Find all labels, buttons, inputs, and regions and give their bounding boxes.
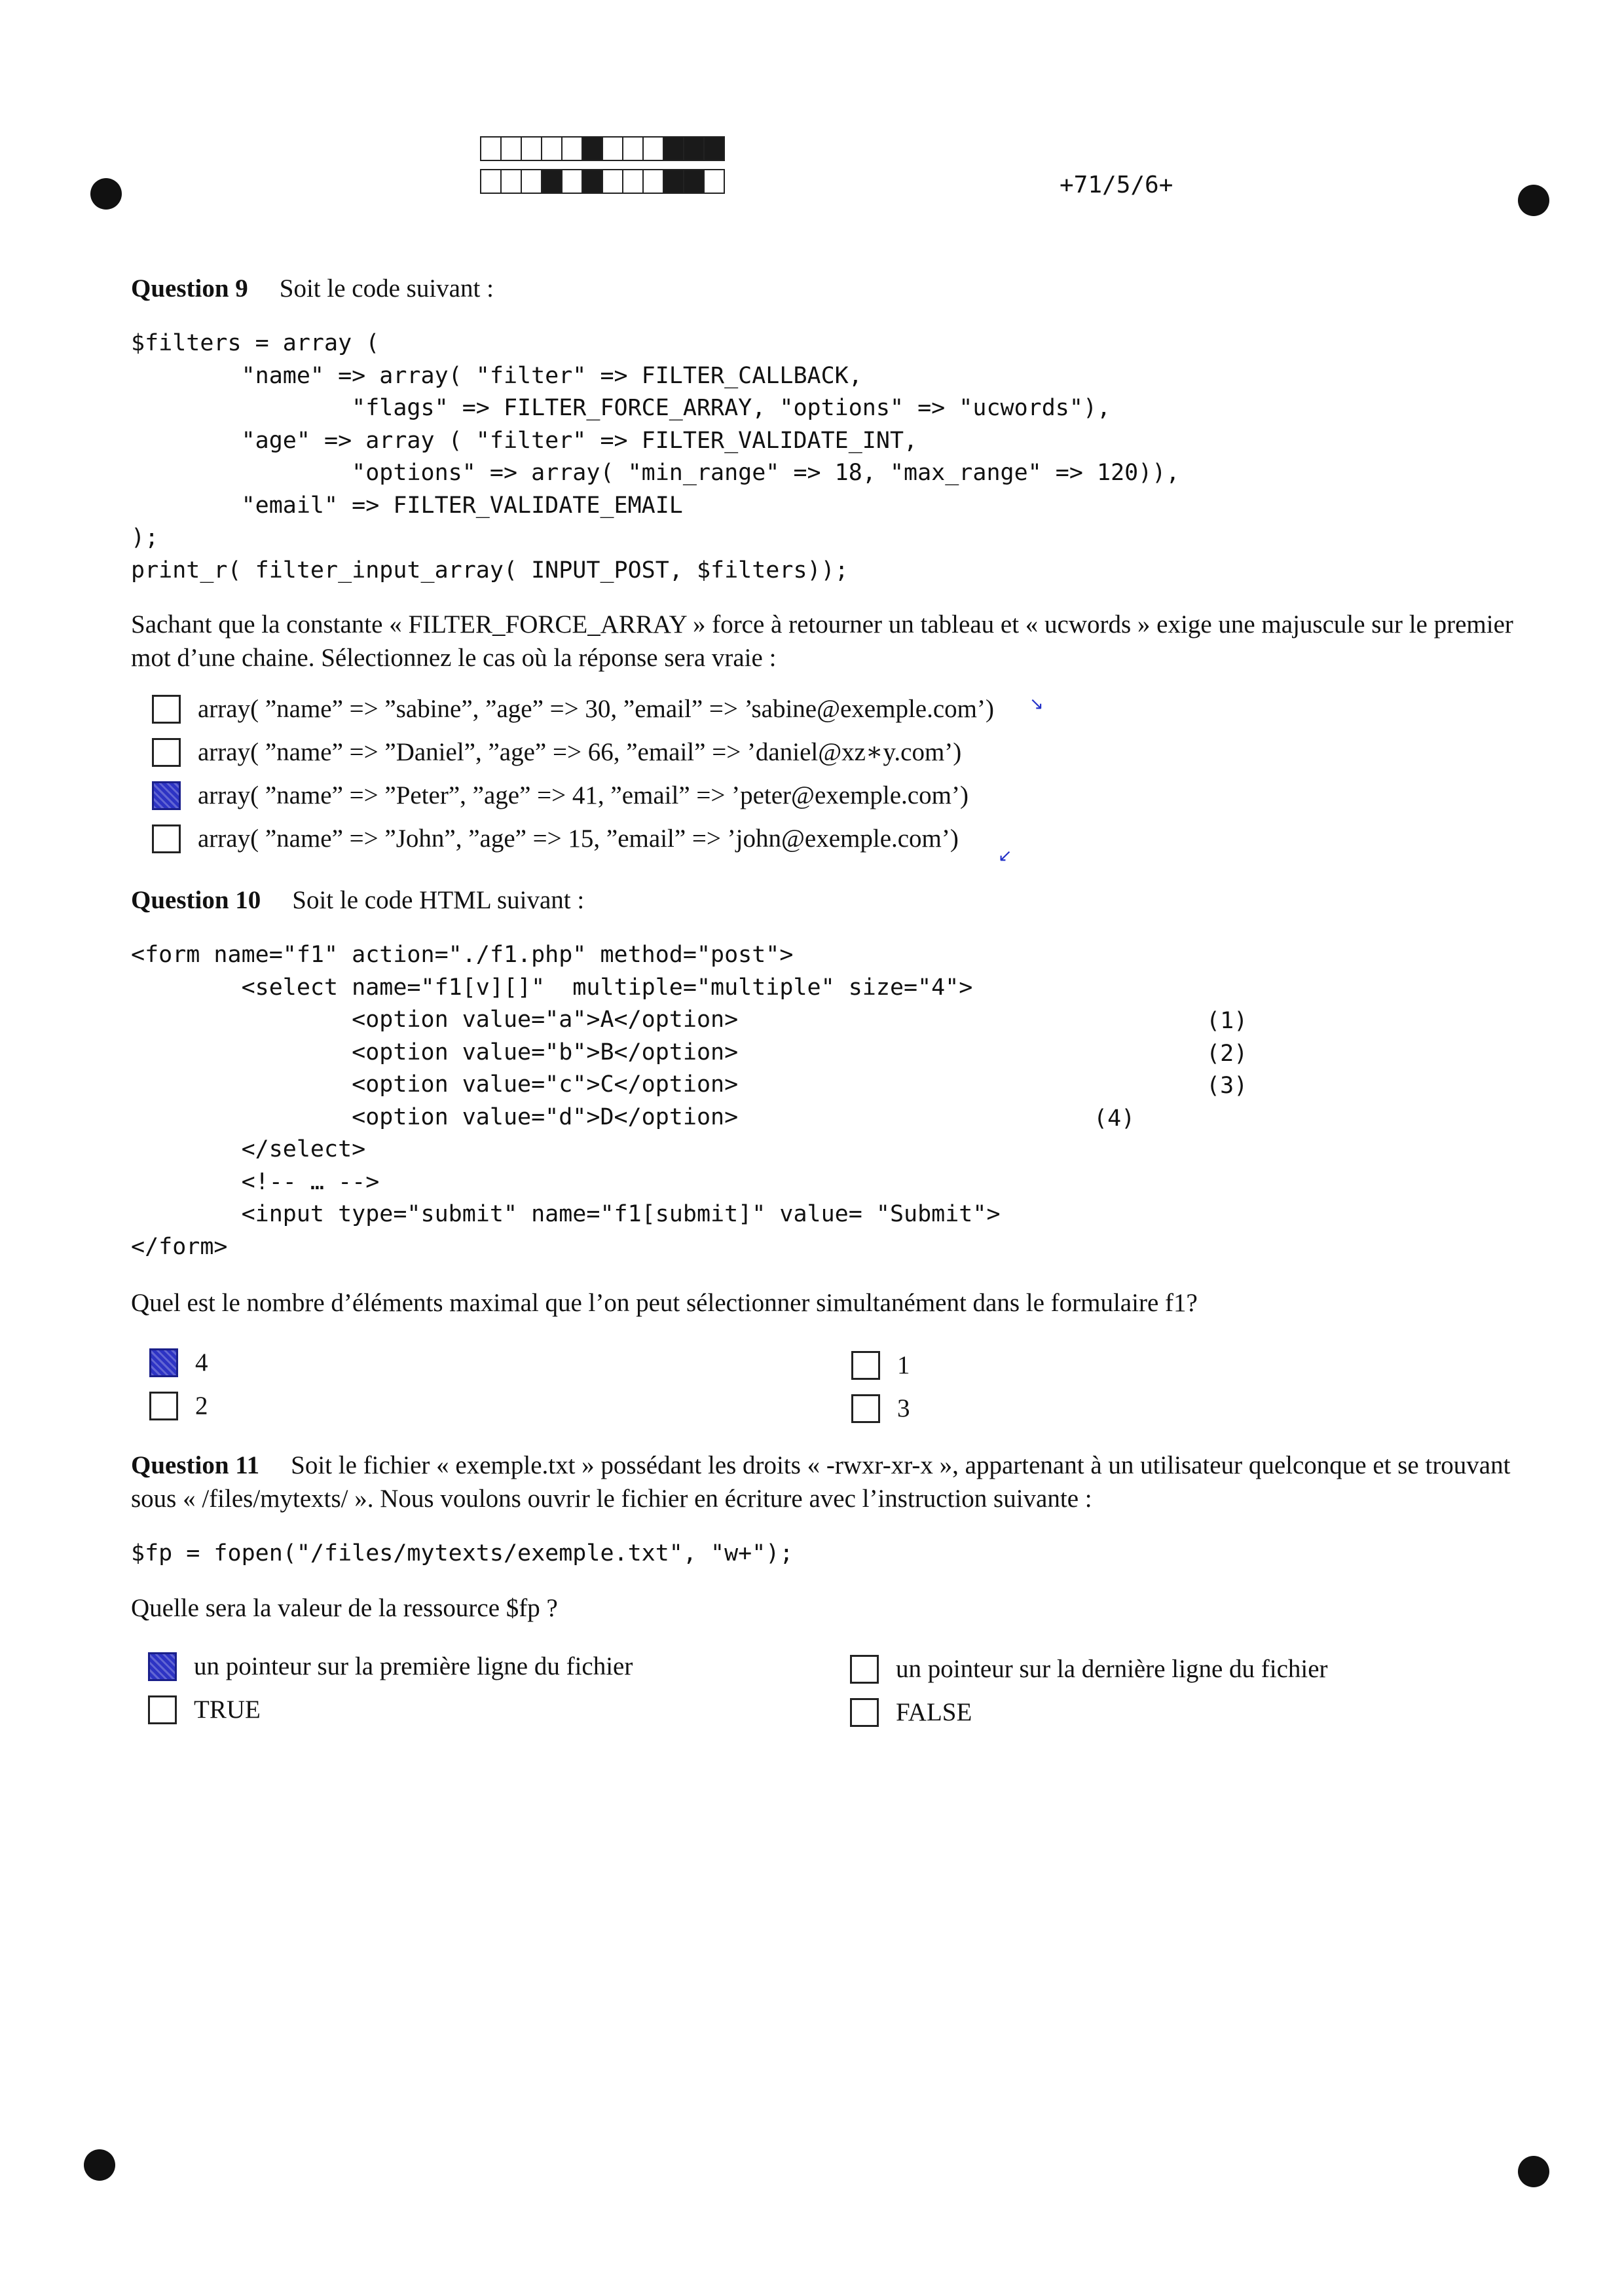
barcode-cell — [622, 136, 644, 161]
option-label: 4 — [195, 1348, 208, 1377]
code-line: "email" => FILTER_VALIDATE_EMAIL — [131, 492, 683, 519]
question-11-code — [131, 1538, 793, 1570]
barcode-cell — [703, 169, 725, 194]
question-10-label: Question 10 — [131, 886, 261, 914]
option-label: 2 — [195, 1392, 208, 1420]
barcode-cell — [683, 169, 705, 194]
barcode-cell — [642, 136, 664, 161]
line-marker: (4) — [1094, 1105, 1135, 1132]
option-label: array( ”name” => ”sabine”, ”age” => 30, ”email” => ’sabine@exemple.com’) — [198, 695, 994, 723]
question-9-label: Question 9 — [131, 274, 248, 303]
option-label: array( ”name” => ”John”, ”age” => 15, ”email” => ’john@exemple.com’) — [198, 824, 959, 853]
barcode-cell — [541, 136, 563, 161]
checkbox[interactable] — [148, 1695, 177, 1724]
checkbox[interactable] — [152, 738, 181, 767]
code-line: $filters = array ( — [131, 330, 380, 356]
checkbox[interactable] — [851, 1351, 880, 1380]
code-line: $fp = fopen("/files/mytexts/exemple.txt", "w+"); — [131, 1540, 794, 1566]
code-line: "options" => array( "min_range" => 18, "max_range" => 120)), — [131, 460, 1180, 486]
question-11-heading — [131, 1449, 1519, 1515]
q9-option-3[interactable] — [152, 781, 969, 810]
checkbox[interactable] — [850, 1698, 879, 1727]
option-label: array( ”name” => ”Daniel”, ”age” => 66, ”email” => ’daniel@xz∗y.com’) — [198, 738, 962, 766]
q10-option-2[interactable] — [149, 1391, 208, 1420]
option-label: un pointeur sur la première ligne du fichier — [194, 1652, 633, 1680]
q10-option-4[interactable] — [149, 1348, 208, 1377]
checkbox[interactable] — [152, 695, 181, 724]
code-line: "flags" => FILTER_FORCE_ARRAY, "options" => "ucwords"), — [131, 395, 1111, 421]
barcode-cell — [581, 169, 603, 194]
question-9-text: Sachant que la constante « FILTER_FORCE_ARRAY » force à retourner un tableau et « ucwords » exige une majuscule sur le premier mot d’une chaine. Sélectionnez le cas où la réponse sera vraie : — [131, 610, 1513, 672]
q11-option-first-line[interactable] — [148, 1652, 633, 1681]
barcode-cell — [622, 169, 644, 194]
question-11-label: Question 11 — [131, 1451, 260, 1479]
code-line: ); — [131, 525, 159, 551]
corner-mark-bottom-right — [1518, 2156, 1549, 2187]
barcode-cell — [602, 169, 623, 194]
q9-option-4[interactable] — [152, 824, 959, 853]
barcode-cell — [500, 169, 522, 194]
barcode-cell — [480, 169, 502, 194]
code-line: <input type="submit" name="f1[submit]" value= "Submit"> — [131, 1201, 1001, 1227]
code-line: <!-- … --> — [131, 1168, 380, 1195]
barcode-cell — [541, 169, 563, 194]
barcode-cell — [703, 136, 725, 161]
code-line: "age" => array ( "filter" => FILTER_VALIDATE_INT, — [131, 427, 918, 454]
checkbox-checked[interactable] — [148, 1652, 177, 1681]
code-line: <option value="c">C</option> — [131, 1071, 739, 1098]
q11-option-true[interactable] — [148, 1695, 261, 1724]
code-line: <form name="f1" action="./f1.php" method="post"> — [131, 942, 794, 968]
question-10-text: Quel est le nombre d’éléments maximal que l’on peut sélectionner simultanément dans le formulaire f1? — [131, 1289, 1198, 1317]
page-barcode-top — [480, 136, 724, 161]
code-line: print_r( filter_input_array( INPUT_POST, $filters)); — [131, 557, 849, 583]
question-9-intro: Soit le code suivant : — [279, 274, 494, 303]
option-label: FALSE — [896, 1698, 972, 1726]
line-marker: (3) — [1206, 1073, 1248, 1099]
pen-mark: ↙ — [998, 846, 1012, 866]
question-11-intro: Soit le fichier « exemple.txt » possédant les droits « -rwxr-xr-x », appartenant à un utilisateur quelconque et se trouvant sous « /files/mytexts/ ». Nous voulons ouvrir le fichier en écriture avec l’instruction suivante : — [131, 1451, 1511, 1513]
barcode-cell — [663, 169, 684, 194]
question-10-heading — [131, 885, 584, 915]
checkbox[interactable] — [152, 824, 181, 853]
q10-option-3[interactable] — [851, 1394, 910, 1423]
question-9-code — [131, 327, 1179, 587]
code-line: <option value="d">D</option> — [131, 1103, 739, 1130]
option-label: 3 — [897, 1394, 910, 1422]
option-label: 1 — [897, 1351, 910, 1379]
code-line: <option value="a">A</option> — [131, 1007, 739, 1033]
line-marker: (1) — [1206, 1008, 1248, 1034]
question-11-text: Quelle sera la valeur de la ressource $fp ? — [131, 1594, 558, 1622]
barcode-cell — [683, 136, 705, 161]
barcode-cell — [642, 169, 664, 194]
checkbox-checked[interactable] — [149, 1348, 178, 1377]
page-id: +71/5/6+ — [1060, 172, 1173, 198]
code-line: "name" => array( "filter" => FILTER_CALLBACK, — [131, 362, 862, 389]
question-9-heading — [131, 274, 494, 303]
question-10-intro: Soit le code HTML suivant : — [292, 886, 585, 914]
q9-option-2[interactable] — [152, 737, 961, 767]
q10-option-1[interactable] — [851, 1350, 910, 1380]
code-line: <option value="b">B</option> — [131, 1039, 739, 1065]
q11-option-false[interactable] — [850, 1697, 972, 1727]
barcode-cell — [602, 136, 623, 161]
page-barcode-bottom — [480, 169, 724, 194]
code-line: </form> — [131, 1233, 228, 1260]
question-10-code — [131, 939, 1001, 1263]
option-label: un pointeur sur la dernière ligne du fichier — [896, 1655, 1328, 1683]
barcode-cell — [561, 136, 583, 161]
barcode-cell — [663, 136, 684, 161]
checkbox[interactable] — [851, 1394, 880, 1423]
checkbox[interactable] — [850, 1655, 879, 1684]
barcode-cell — [521, 136, 542, 161]
code-line: </select> — [131, 1136, 366, 1162]
option-label: array( ”name” => ”Peter”, ”age” => 41, ”email” => ’peter@exemple.com’) — [198, 781, 969, 809]
pen-mark: ↘ — [1029, 694, 1044, 714]
barcode-cell — [521, 169, 542, 194]
code-line: <select name="f1[v][]" multiple="multiple" size="4"> — [131, 974, 973, 1001]
checkbox-checked[interactable] — [152, 781, 181, 810]
corner-mark-bottom-left — [84, 2149, 115, 2181]
q11-option-last-line[interactable] — [850, 1654, 1328, 1684]
corner-mark-top-left — [90, 178, 122, 210]
line-marker: (2) — [1206, 1041, 1248, 1067]
barcode-cell — [480, 136, 502, 161]
corner-mark-top-right — [1518, 185, 1549, 216]
option-label: TRUE — [194, 1695, 261, 1724]
barcode-cell — [581, 136, 603, 161]
barcode-cell — [561, 169, 583, 194]
checkbox[interactable] — [149, 1392, 178, 1420]
q9-option-1[interactable] — [152, 694, 994, 724]
barcode-cell — [500, 136, 522, 161]
